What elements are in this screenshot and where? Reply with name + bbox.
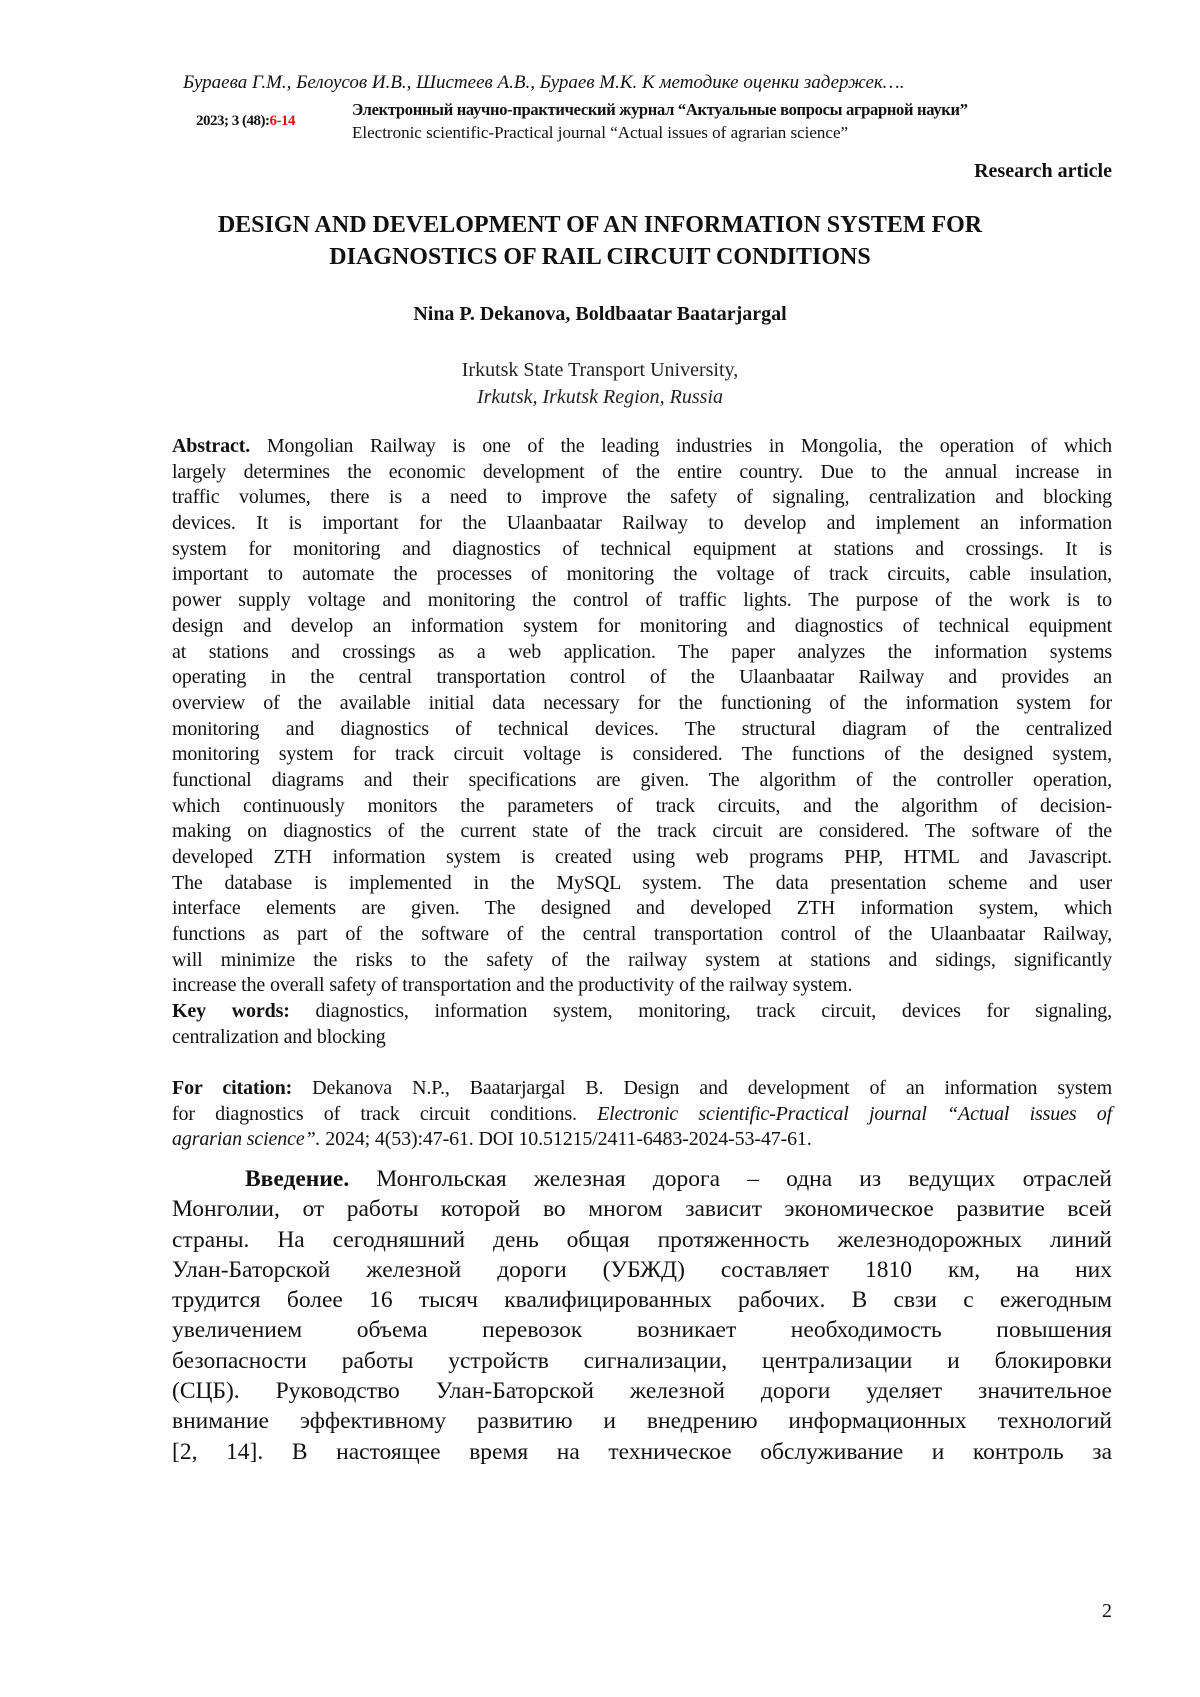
authors: Nina P. Dekanova, Boldbaatar Baatarjargal: [0, 303, 1200, 326]
abstract-line: functional diagrams and their specifications are given. The algorithm of the controller operation,: [172, 768, 1112, 794]
article-title: [0, 209, 1200, 273]
journal-name-ru: Электронный научно-практический журнал “Актуальные вопросы аграрной науки”: [352, 100, 968, 120]
abstract-line: design and develop an information system for monitoring and diagnostics of technical equipment: [172, 614, 1112, 640]
institution: Irkutsk State Transport University,: [0, 357, 1200, 384]
title-line: DESIGN AND DEVELOPMENT OF AN INFORMATION SYSTEM FOR: [0, 209, 1200, 241]
article-type: Research article: [974, 160, 1112, 183]
abstract-line: will minimize the risks to the safety of the railway system at stations and sidings, significantly: [172, 948, 1112, 974]
affiliation: [0, 357, 1200, 411]
running-title: Бураева Г.М., Белоусов И.В., Шистеев А.В., Бураев М.К. К методике оценки задержек….: [183, 72, 904, 94]
abstract-line: power supply voltage and monitoring the control of traffic lights. The purpose of the work is to: [172, 588, 1112, 614]
abstract-line: interface elements are given. The designed and developed ZTH information system, which: [172, 896, 1112, 922]
intro-line: увеличением объема перевозок возникает необходимость повышения: [172, 1315, 1112, 1345]
abstract-line: monitoring system for track circuit voltage is considered. The functions of the designed system,: [172, 742, 1112, 768]
title-line: DIAGNOSTICS OF RAIL CIRCUIT CONDITIONS: [0, 241, 1200, 273]
intro-line: [2, 14]. В настоящее время на техническое обслуживание и контроль за: [172, 1437, 1112, 1467]
abstract-line: largely determines the economic development of the entire country. Due to the annual increase in: [172, 460, 1112, 486]
keywords-line: centralization and blocking: [172, 1025, 1112, 1051]
abstract-line: functions as part of the software of the central transportation control of the Ulaanbaatar Railway,: [172, 922, 1112, 948]
abstract-line: making on diagnostics of the current state of the track circuit are considered. The software of the: [172, 819, 1112, 845]
intro-line: трудится более 16 тысяч квалифицированных рабочих. В свзи с ежегодным: [172, 1285, 1112, 1315]
abstract-line: Abstract. Mongolian Railway is one of the leading industries in Mongolia, the operation of which: [172, 434, 1112, 460]
intro-line: Введение. Монгольская железная дорога – одна из ведущих отраслей: [172, 1164, 1112, 1194]
issue-number: 2023; 3 (48):: [196, 113, 269, 129]
abstract-line: developed ZTH information system is created using web programs PHP, HTML and Javascript.: [172, 845, 1112, 871]
intro-line: Монголии, от работы которой во многом зависит экономическое развитие всей: [172, 1194, 1112, 1224]
intro-line: Улан-Баторской железной дороги (УБЖД) составляет 1810 км, на них: [172, 1255, 1112, 1285]
page-number: 2: [1102, 1600, 1112, 1623]
abstract: [172, 434, 1112, 1051]
abstract-line: increase the overall safety of transportation and the productivity of the railway system.: [172, 973, 1112, 999]
intro-line: безопасности работы устройств сигнализации, централизации и блокировки: [172, 1346, 1112, 1376]
citation-line: For citation: Dekanova N.P., Baatarjargal B. Design and development of an information system: [172, 1076, 1112, 1102]
keywords-label: Key words:: [172, 1000, 290, 1022]
abstract-label: Abstract.: [172, 435, 250, 457]
abstract-line: traffic volumes, there is a need to improve the safety of signaling, centralization and blocking: [172, 485, 1112, 511]
citation-label: For citation:: [172, 1077, 292, 1099]
location: Irkutsk, Irkutsk Region, Russia: [0, 384, 1200, 411]
intro-line: внимание эффективному развитию и внедрению информационных технологий: [172, 1406, 1112, 1436]
citation-line: for diagnostics of track circuit conditions. Electronic scientific-Practical journal “Actual issues of: [172, 1102, 1112, 1128]
intro-line: (СЦБ). Руководство Улан-Баторской железной дороги уделяет значительное: [172, 1376, 1112, 1406]
abstract-line: The database is implemented in the MySQL system. The data presentation scheme and user: [172, 871, 1112, 897]
abstract-line: overview of the available initial data necessary for the functioning of the information system for: [172, 691, 1112, 717]
abstract-line: system for monitoring and diagnostics of technical equipment at stations and crossings. It is: [172, 537, 1112, 563]
keywords-line: Key words: diagnostics, information system, monitoring, track circuit, devices for signaling,: [172, 999, 1112, 1025]
citation-line: agrarian science”. 2024; 4(53):47-61. DOI 10.51215/2411-6483-2024-53-47-61.: [172, 1127, 1112, 1153]
abstract-line: at stations and crossings as a web application. The paper analyzes the information systems: [172, 640, 1112, 666]
citation: [172, 1076, 1112, 1153]
abstract-line: devices. It is important for the Ulaanbaatar Railway to develop and implement an information: [172, 511, 1112, 537]
journal-name-en: Electronic scientific-Practical journal “Actual issues of agrarian science”: [352, 123, 848, 143]
introduction: [172, 1164, 1112, 1467]
abstract-line: operating in the central transportation control of the Ulaanbaatar Railway and provides an: [172, 665, 1112, 691]
intro-line: страны. На сегодняшний день общая протяженность железнодорожных линий: [172, 1225, 1112, 1255]
abstract-line: important to automate the processes of monitoring the voltage of track circuits, cable insulation,: [172, 562, 1112, 588]
abstract-line: which continuously monitors the parameters of track circuits, and the algorithm of decision-: [172, 794, 1112, 820]
intro-label: Введение.: [245, 1166, 349, 1192]
issue-info: [196, 113, 295, 130]
issue-pages: 6-14: [269, 113, 295, 129]
abstract-line: monitoring and diagnostics of technical devices. The structural diagram of the centralized: [172, 717, 1112, 743]
